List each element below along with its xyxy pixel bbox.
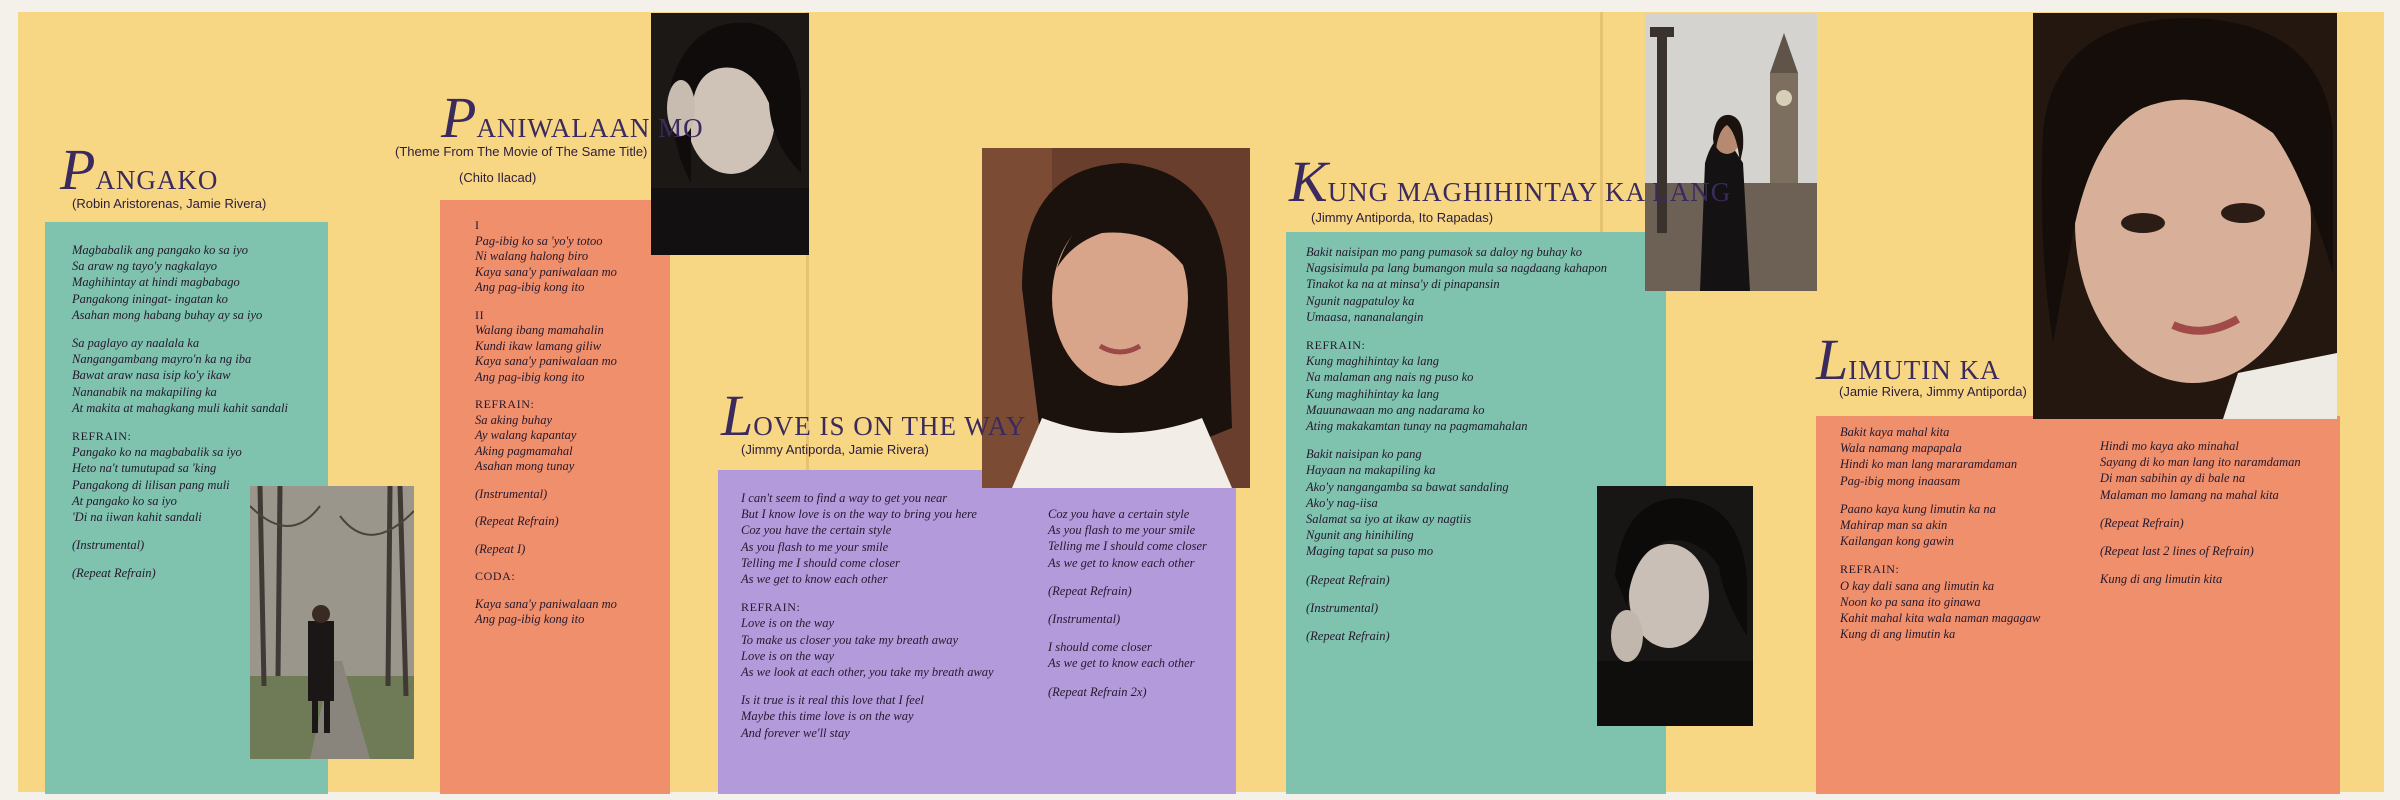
love-lyrics-col1 xyxy=(741,490,1041,741)
lyric-spacer xyxy=(1306,616,1661,628)
lyric-line: Kaya sana'y paniwalaan mo xyxy=(475,264,617,279)
lyric-line: Mauunawaan mo ang nadarama ko xyxy=(1306,402,1485,417)
lyric-line: Is it true is it real this love that I feel xyxy=(741,693,924,708)
lyric-spacer xyxy=(475,557,665,569)
lyric-line: Ay walang kapantay xyxy=(475,428,577,442)
lyric-line: Ating makakamtan tunay na pagmamahalan xyxy=(1306,419,1528,434)
pangako-credit: (Robin Aristorenas, Jamie Rivera) xyxy=(72,196,267,211)
lyric-line: Ako'y nag-iisa xyxy=(1306,495,1378,510)
lyric-spacer xyxy=(475,530,665,542)
lyric-line: Nagsisimula pa lang bumangon mula sa nagdaang kahapon xyxy=(1306,261,1608,276)
lyric-line: To make us closer you take my breath away xyxy=(741,632,959,647)
lyric-spacer xyxy=(741,680,1041,692)
lyric-line: (Instrumental) xyxy=(1306,600,1379,615)
lyric-spacer xyxy=(475,502,665,514)
paniwalaan-lyrics xyxy=(475,218,665,628)
love-title-rest: OVE IS ON THE WAY xyxy=(753,411,1027,441)
lyric-line: As you flash to me your smile xyxy=(1048,523,1196,538)
lyric-line: Love is on the way xyxy=(741,616,835,631)
lyric-line: Pangako ko na magbabalik sa iyo xyxy=(72,445,242,460)
lyric-line: Heto na't tumutupad sa 'king xyxy=(72,461,217,476)
lyric-line: Telling me I should come closer xyxy=(1048,539,1207,554)
lyric-line: (Repeat Refrain) xyxy=(2100,515,2184,530)
lyric-line: As we look at each other, you take my breath away xyxy=(741,665,994,680)
lyric-line: REFRAIN: xyxy=(72,429,132,444)
love-credit: (Jimmy Antiporda, Jamie Rivera) xyxy=(741,442,929,457)
lyric-line: Ang pag-ibig kong ito xyxy=(475,280,585,294)
lyric-line: Noon ko pa sana ito ginawa xyxy=(1840,594,1981,609)
love-title xyxy=(721,382,1026,449)
lyric-line: Love is on the way xyxy=(741,648,835,663)
lyric-line: Di man sabihin ay di bale na xyxy=(2100,471,2246,486)
lyric-line: Pag-ibig mong inaasam xyxy=(1840,473,1961,488)
limutin-lyrics-col1 xyxy=(1840,424,2080,642)
lyric-line: Kung di ang limutin ka xyxy=(1840,627,1956,642)
lyric-spacer xyxy=(475,296,665,308)
lyric-line: Telling me I should come closer xyxy=(741,555,900,570)
lyric-line: Sa aking buhay xyxy=(475,412,553,427)
lyric-line: Bakit kaya mahal kita xyxy=(1840,425,1950,439)
lyric-line: Sa araw ng tayo'y nagkalayo xyxy=(72,259,218,274)
lyric-line: (Repeat Refrain) xyxy=(1306,572,1390,587)
lyric-spacer xyxy=(72,525,322,537)
lyric-line: Maybe this time love is on the way xyxy=(741,709,914,724)
lyric-line: Ako'y nangangamba sa bawat sandaling xyxy=(1306,479,1509,494)
lyric-line: I xyxy=(475,218,480,232)
limutin-title xyxy=(1816,326,2001,393)
lyric-line: As you flash to me your smile xyxy=(741,539,889,554)
lyric-line: Ang pag-ibig kong ito xyxy=(475,612,585,626)
lyric-line: (Repeat Refrain) xyxy=(1306,629,1390,644)
lyric-line: Kung di ang limutin kita xyxy=(2100,572,2223,587)
lyric-spacer xyxy=(1306,588,1661,600)
lyric-line: Nangangambang mayro'n ka ng iba xyxy=(72,352,252,367)
kung-title-initial: K xyxy=(1289,149,1328,214)
lyric-spacer xyxy=(1306,434,1661,446)
kung-lyrics xyxy=(1306,244,1661,644)
love-lyrics-col2 xyxy=(1048,506,1228,700)
limutin-lyrics-col2 xyxy=(2100,438,2340,587)
lyric-line: Kaya sana'y paniwalaan mo xyxy=(475,354,617,368)
lyric-line: Hindi ko man lang mararamdaman xyxy=(1840,457,2018,472)
lyric-line: Maging tapat sa puso mo xyxy=(1306,544,1434,559)
lyric-line: II xyxy=(475,307,485,322)
limutin-title-initial: L xyxy=(1816,327,1849,392)
lyric-spacer xyxy=(2100,503,2340,515)
lyric-line: Kung maghihintay ka lang xyxy=(1306,354,1439,369)
lyric-line: Na malaman ang nais ng puso ko xyxy=(1306,370,1474,385)
lyric-spacer xyxy=(1048,627,1228,639)
lyric-spacer xyxy=(1306,560,1661,572)
lyric-line: Hayaan na makapiling ka xyxy=(1306,463,1436,478)
lyric-line: Pag-ibig ko sa 'yo'y totoo xyxy=(475,233,603,248)
lyric-spacer xyxy=(1048,672,1228,684)
lyric-line: Sayang di ko man lang ito naramdaman xyxy=(2100,455,2301,470)
lyric-spacer xyxy=(1840,489,2080,501)
limutin-title-rest: IMUTIN KA xyxy=(1848,355,2001,385)
lyric-line: REFRAIN: xyxy=(1306,338,1366,353)
lyric-line: Walang ibang mamahalin xyxy=(475,323,604,337)
lyric-spacer xyxy=(1048,599,1228,611)
kung-title-rest: UNG MAGHIHINTAY KA LANG xyxy=(1327,177,1732,207)
lyric-spacer xyxy=(2100,559,2340,571)
lyric-line: (Instrumental) xyxy=(1048,612,1121,627)
pangako-lyrics xyxy=(72,242,322,582)
paniwalaan-title-initial: P xyxy=(441,85,477,150)
lyric-line: At pangako ko sa iyo xyxy=(72,493,177,508)
paniwalaan-title-rest: ANIWALAAN MO xyxy=(476,113,704,143)
lyric-line: Kailangan kong gawin xyxy=(1840,534,1954,549)
lyric-spacer xyxy=(741,587,1041,599)
pangako-title xyxy=(60,136,218,203)
pangako-title-rest: ANGAKO xyxy=(95,165,219,195)
lyric-line: I should come closer xyxy=(1048,640,1152,655)
lyric-spacer xyxy=(72,416,322,428)
lyric-line: Sa paglayo ay naalala ka xyxy=(72,336,200,351)
lyric-line: Aking pagmamahal xyxy=(475,443,573,458)
lyric-line: (Repeat Refrain 2x) xyxy=(1048,684,1147,699)
lyric-line: Pangakong di lilisan pang muli xyxy=(72,477,230,492)
lyric-line: Umaasa, nananalangin xyxy=(1306,309,1424,324)
lyric-line: (Repeat Refrain) xyxy=(1048,583,1132,598)
lyric-spacer xyxy=(2100,531,2340,543)
lyric-spacer xyxy=(1840,549,2080,561)
pangako-title-initial: P xyxy=(60,137,96,202)
lyric-line: Ni walang halong biro xyxy=(475,249,589,263)
lyric-line: Nananabik na makapiling ka xyxy=(72,384,217,399)
lyric-line: (Repeat last 2 lines of Refrain) xyxy=(2100,544,2254,559)
lyric-line: Kaya sana'y paniwalaan mo xyxy=(475,596,617,611)
photo-closeup-right xyxy=(2033,13,2337,419)
lyric-line: Ngunit ang hinihiling xyxy=(1306,528,1414,543)
lyric-line: (Instrumental) xyxy=(475,486,548,501)
lyric-line: REFRAIN: xyxy=(741,600,801,615)
lyric-line: Coz you have the certain style xyxy=(741,523,892,538)
lyric-line: (Repeat Refrain) xyxy=(475,514,559,528)
lyric-line: REFRAIN: xyxy=(475,397,535,411)
lyric-line: Coz you have a certain style xyxy=(1048,507,1190,521)
lyric-line: Ang pag-ibig kong ito xyxy=(475,369,585,384)
lyric-line: Bakit naisipan ko pang xyxy=(1306,447,1422,462)
lyric-line: And forever we'll stay xyxy=(741,725,850,740)
lyric-line: Wala namang mapapala xyxy=(1840,441,1962,456)
lyric-line: Malaman mo lamang na mahal kita xyxy=(2100,487,2279,502)
lyric-spacer xyxy=(72,553,322,565)
lyric-spacer xyxy=(475,475,665,487)
lyric-line: Salamat sa iyo at ikaw ay nagtiis xyxy=(1306,512,1472,527)
lyric-spacer xyxy=(475,585,665,597)
lyric-line: At makita at mahagkang muli kahit sandali xyxy=(72,400,288,415)
lyric-line: Bakit naisipan mo pang pumasok sa daloy ng buhay ko xyxy=(1306,245,1583,259)
lyric-line: Asahan mong habang buhay ay sa iyo xyxy=(72,307,263,322)
love-title-initial: L xyxy=(721,383,754,448)
limutin-credit: (Jamie Rivera, Jimmy Antiporda) xyxy=(1839,384,2027,399)
kung-credit: (Jimmy Antiporda, Ito Rapadas) xyxy=(1311,210,1494,225)
paniwalaan-credit: (Chito Ilacad) xyxy=(459,170,537,185)
lyric-line: CODA: xyxy=(475,569,516,583)
paniwalaan-subtitle: (Theme From The Movie of The Same Title) xyxy=(395,144,648,159)
lyric-line: (Repeat Refrain) xyxy=(72,566,156,581)
lyric-line: O kay dali sana ang limutin ka xyxy=(1840,578,1995,593)
lyric-line: As we get to know each other xyxy=(741,572,888,587)
lyric-line: Kahit mahal kita wala naman magagaw xyxy=(1840,611,2041,626)
lyric-line: But I know love is on the way to bring you here xyxy=(741,507,977,522)
lyric-line: Tinakot ka na at minsa'y di pinapansin xyxy=(1306,277,1500,292)
lyric-spacer xyxy=(475,385,665,397)
lyric-line: As we get to know each other xyxy=(1048,656,1195,671)
lyric-line: Pangakong iningat- ingatan ko xyxy=(72,291,228,306)
lyric-line: Magbabalik ang pangako ko sa iyo xyxy=(72,243,249,257)
lyric-line: Ngunit nagpatuloy ka xyxy=(1306,293,1415,308)
lyric-line: Maghihintay at hindi magbabago xyxy=(72,275,240,290)
lyric-spacer xyxy=(72,323,322,335)
lyric-spacer xyxy=(1048,571,1228,583)
lyric-line: Kung maghihintay ka lang xyxy=(1306,386,1439,401)
paniwalaan-title xyxy=(441,84,704,151)
lyric-line: 'Di na iiwan kahit sandali xyxy=(72,510,202,525)
lyric-line: I can't seem to find a way to get you near xyxy=(741,491,948,505)
lyric-line: (Repeat I) xyxy=(475,541,526,556)
lyric-line: Paano kaya kung limutin ka na xyxy=(1840,501,1996,516)
lyric-line: (Instrumental) xyxy=(72,538,145,553)
lyric-line: Bawat araw nasa isip ko'y ikaw xyxy=(72,368,231,383)
lyric-line: Kundi ikaw lamang giliw xyxy=(475,338,602,353)
lyric-line: Hindi mo kaya ako minahal xyxy=(2100,439,2239,453)
lyric-line: REFRAIN: xyxy=(1840,562,1900,577)
lyric-spacer xyxy=(1306,325,1661,337)
lyric-line: Asahan mong tunay xyxy=(475,459,575,473)
lyric-line: As we get to know each other xyxy=(1048,555,1195,570)
lyric-line: Mahirap man sa akin xyxy=(1840,518,1948,533)
kung-title xyxy=(1289,148,1731,215)
